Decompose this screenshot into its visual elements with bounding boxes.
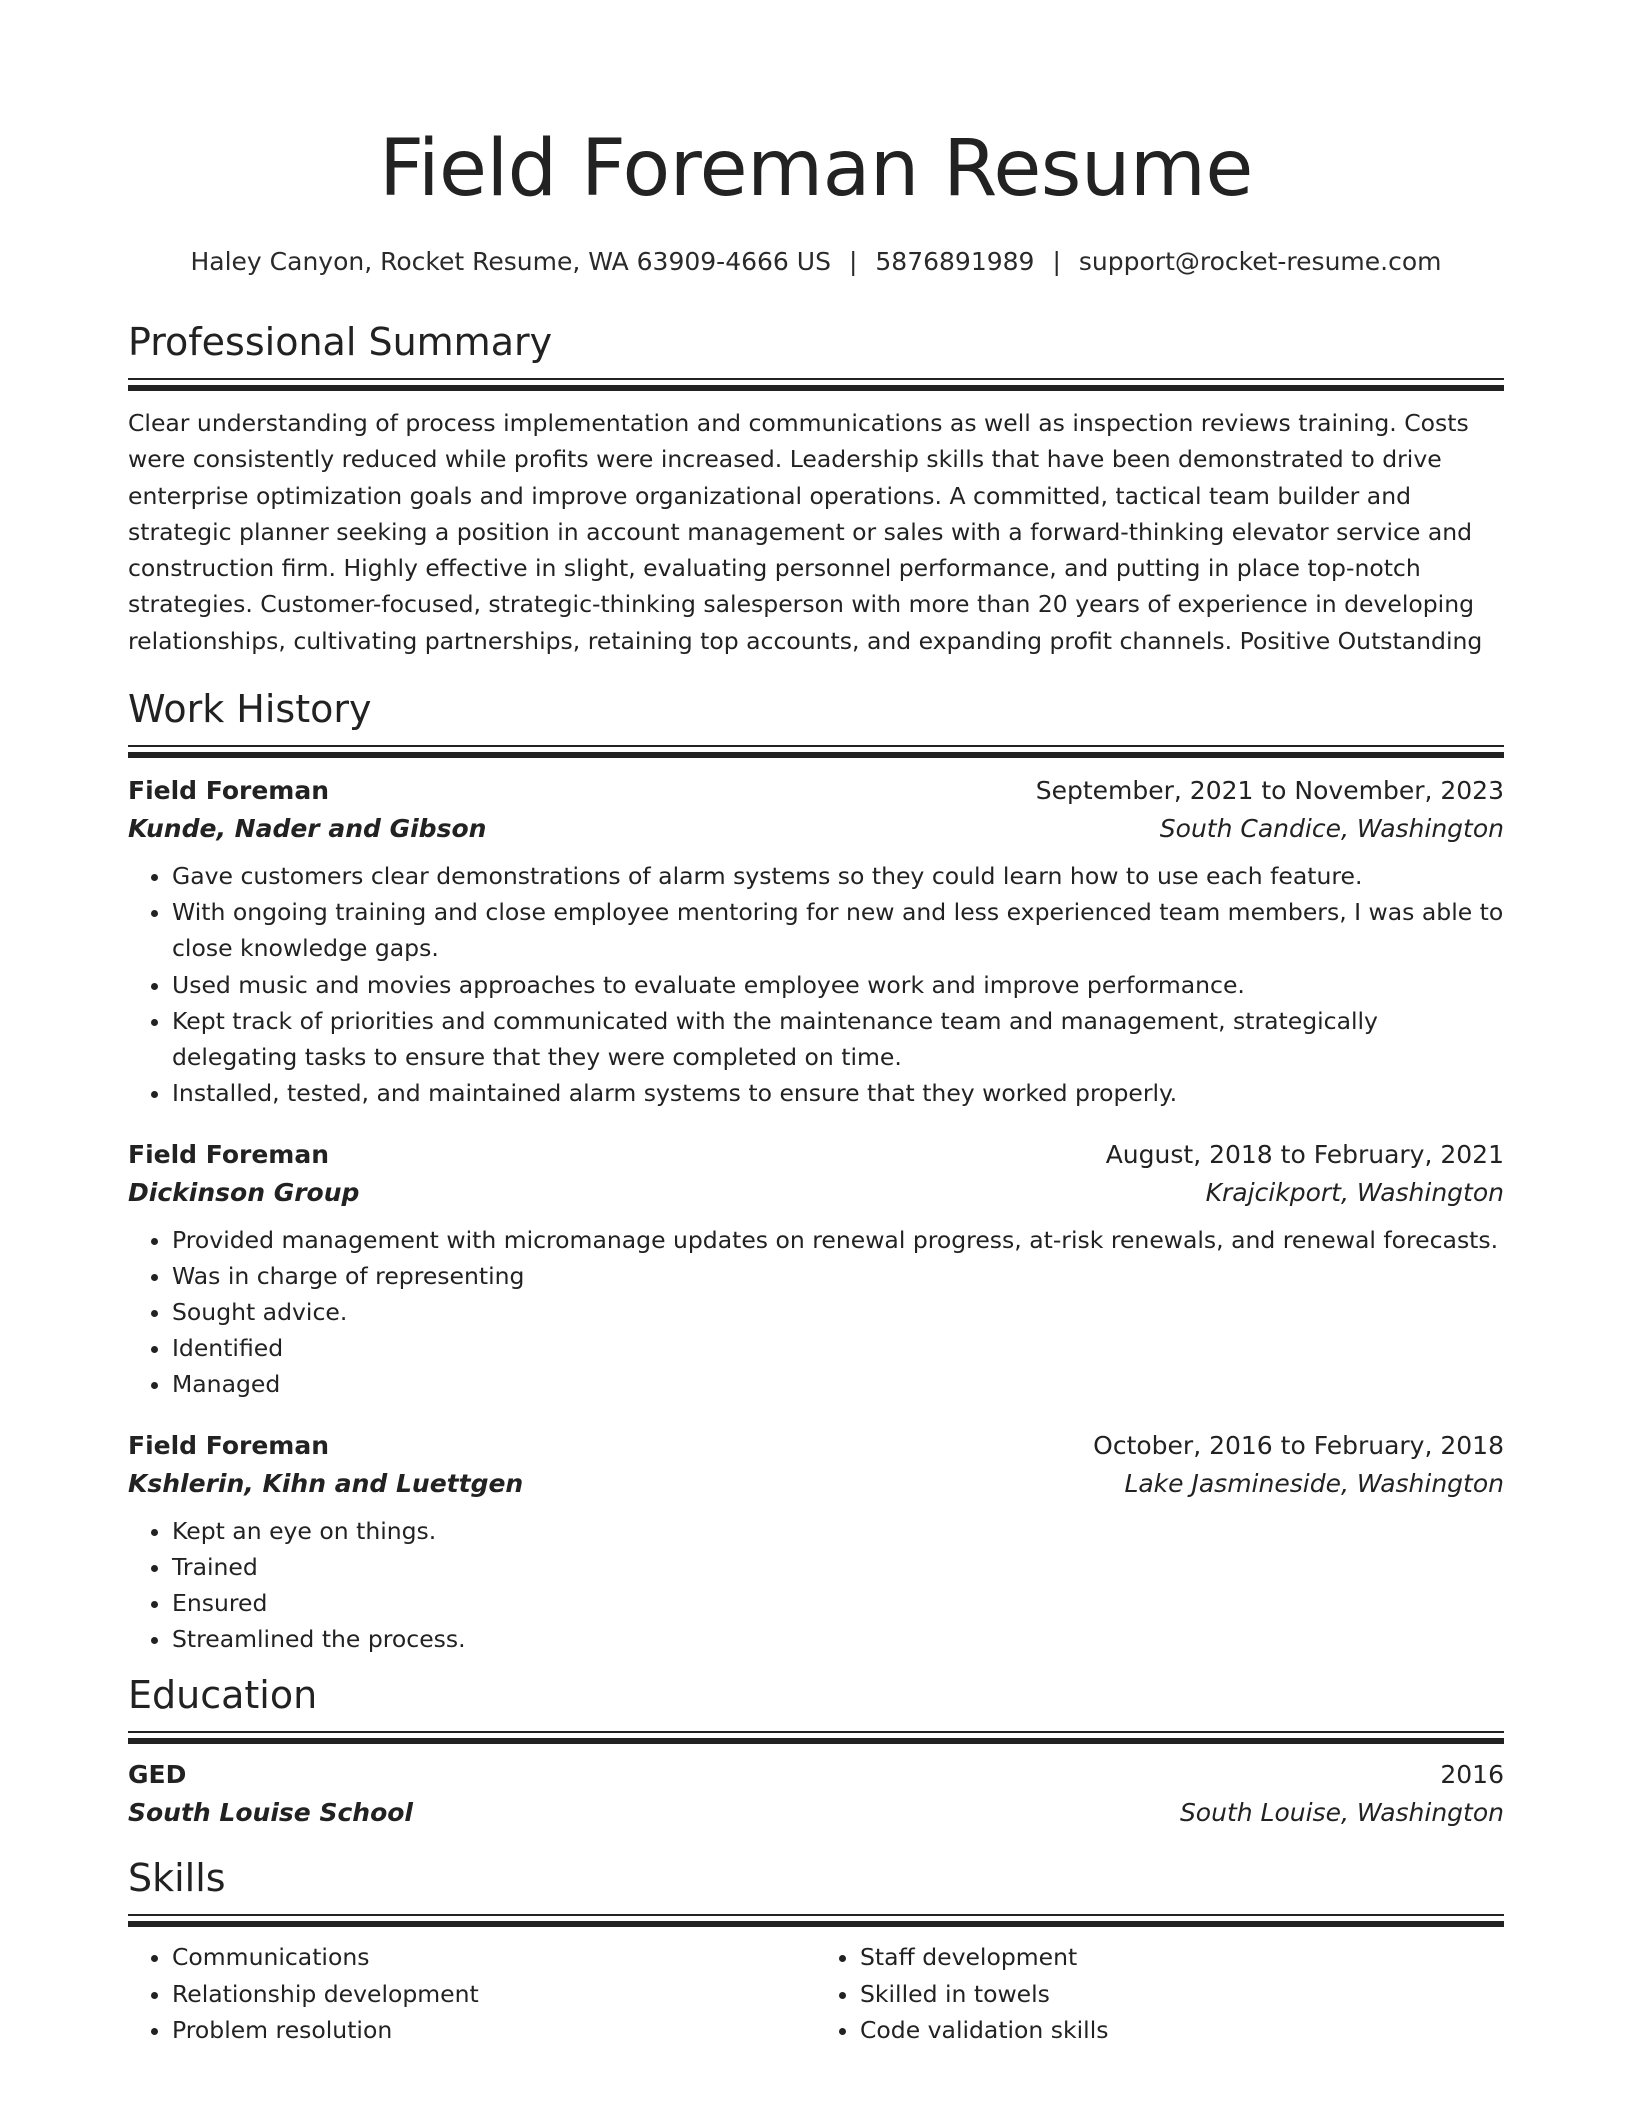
section-heading-education: Education xyxy=(128,1673,318,1718)
summary-text: Clear understanding of process implementation and communications as well as inspection reviews training. Costs were consistently reduced while profits were increased. Leadership skills that have been demonstrated to drive enterprise optimization goals and improve organizational operations. A committed, tactical team builder and strategic planner seeking a position in account management or sales with a forward-thinking elevator service and construction firm. Highly effective in slight, evaluating personnel performance, and putting in place top-notch strategies. Customer-focused, strategic-thinking salesperson with more than 20 years of experience in developing relationships, cultivating partnerships, retaining top accounts, and expanding profit channels. Positive Outstanding xyxy=(128,409,1483,655)
job-bullet: • Gave customers clear demonstrations of alarm systems so they could learn how to use each feature. xyxy=(172,858,1504,894)
job-location: Lake Jasmineside, Washington xyxy=(1124,1468,1504,1498)
job-dates: September, 2021 to November, 2023 xyxy=(1035,776,1504,806)
section-heading-summary: Professional Summary xyxy=(128,320,553,364)
skills-list-right xyxy=(816,1939,1504,2048)
job-subheader xyxy=(128,1174,1504,1212)
education-degree: GED xyxy=(128,1760,187,1790)
job-company: Kunde, Nader and Gibson xyxy=(128,814,487,844)
contact-address: Haley Canyon, Rocket Resume, WA 63909-4666 US xyxy=(190,247,831,276)
section-heading-skills: Skills xyxy=(128,1856,226,1901)
education-entry xyxy=(128,1756,1504,1832)
contact-separator: | xyxy=(1052,247,1061,276)
job-bullet: • Sought advice. xyxy=(172,1294,1504,1330)
job-bullet: • With ongoing training and close employee mentoring for new and less experienced team members, I was able to close knowledge gaps. xyxy=(172,894,1504,966)
job-header xyxy=(128,772,1504,810)
job-bullet: • Ensured xyxy=(172,1585,1504,1621)
job-bullets xyxy=(128,1513,1504,1658)
job-location: Krajcikport, Washington xyxy=(1205,1177,1504,1207)
job-title: Field Foreman xyxy=(128,1139,330,1169)
education-header xyxy=(128,1756,1504,1794)
job-dates: August, 2018 to February, 2021 xyxy=(1105,1139,1504,1169)
skills-columns xyxy=(128,1927,1504,2048)
job-entry xyxy=(128,1427,1504,1658)
education-school: South Louise School xyxy=(128,1798,413,1828)
skill-item: • Communications xyxy=(172,1939,816,1975)
job-title: Field Foreman xyxy=(128,1430,330,1460)
education-location: South Louise, Washington xyxy=(1179,1798,1504,1828)
job-bullet: • Kept an eye on things. xyxy=(172,1513,1504,1549)
resume-title: Field Foreman Resume xyxy=(379,124,1253,214)
job-entry xyxy=(128,772,1504,1111)
education-year: 2016 xyxy=(1440,1760,1504,1790)
summary-section xyxy=(128,318,1504,659)
job-subheader xyxy=(128,810,1504,848)
job-company: Dickinson Group xyxy=(128,1177,360,1207)
job-bullets xyxy=(128,1222,1504,1403)
education-subheader xyxy=(128,1794,1504,1832)
job-dates: October, 2016 to February, 2018 xyxy=(1093,1430,1504,1460)
contact-phone: 5876891989 xyxy=(875,247,1035,276)
job-bullet: • Used music and movies approaches to evaluate employee work and improve performance. xyxy=(172,967,1504,1003)
skill-item: • Problem resolution xyxy=(172,2012,816,2048)
job-bullet: • Trained xyxy=(172,1549,1504,1585)
skills-section xyxy=(128,1854,1504,2048)
job-bullet: • Kept track of priorities and communicated with the maintenance team and management, strategically delegating tasks to ensure that they were completed on time. xyxy=(172,1003,1504,1075)
education-section xyxy=(128,1671,1504,1832)
job-bullet: • Provided management with micromanage updates on renewal progress, at-risk renewals, and renewal forecasts. xyxy=(172,1222,1504,1258)
skill-item: • Skilled in towels xyxy=(860,1976,1504,2012)
skill-item: • Code validation skills xyxy=(860,2012,1504,2048)
job-company: Kshlerin, Kihn and Luettgen xyxy=(128,1468,524,1498)
section-divider xyxy=(128,1914,1504,1927)
job-title: Field Foreman xyxy=(128,776,330,806)
job-subheader xyxy=(128,1465,1504,1503)
job-bullets xyxy=(128,858,1504,1111)
section-divider xyxy=(128,745,1504,758)
section-divider xyxy=(128,378,1504,391)
section-divider xyxy=(128,1731,1504,1744)
job-bullet: • Installed, tested, and maintained alarm systems to ensure that they worked properly. xyxy=(172,1075,1504,1111)
skills-list-left xyxy=(128,1939,816,2048)
work-history-section xyxy=(128,685,1504,1657)
job-location: South Candice, Washington xyxy=(1159,814,1504,844)
job-bullet: • Streamlined the process. xyxy=(172,1621,1504,1657)
job-bullet: • Was in charge of representing xyxy=(172,1258,1504,1294)
skill-item: • Relationship development xyxy=(172,1976,816,2012)
job-header xyxy=(128,1427,1504,1465)
section-heading-work: Work History xyxy=(128,687,372,732)
job-bullet: • Managed xyxy=(172,1366,1504,1402)
contact-separator: | xyxy=(848,247,858,276)
job-bullet: • Identified xyxy=(172,1330,1504,1366)
skill-item: • Staff development xyxy=(860,1939,1504,1975)
job-header xyxy=(128,1136,1504,1174)
contact-email: support@rocket-resume.com xyxy=(1078,247,1442,276)
job-entry xyxy=(128,1136,1504,1403)
contact-line xyxy=(128,244,1504,280)
